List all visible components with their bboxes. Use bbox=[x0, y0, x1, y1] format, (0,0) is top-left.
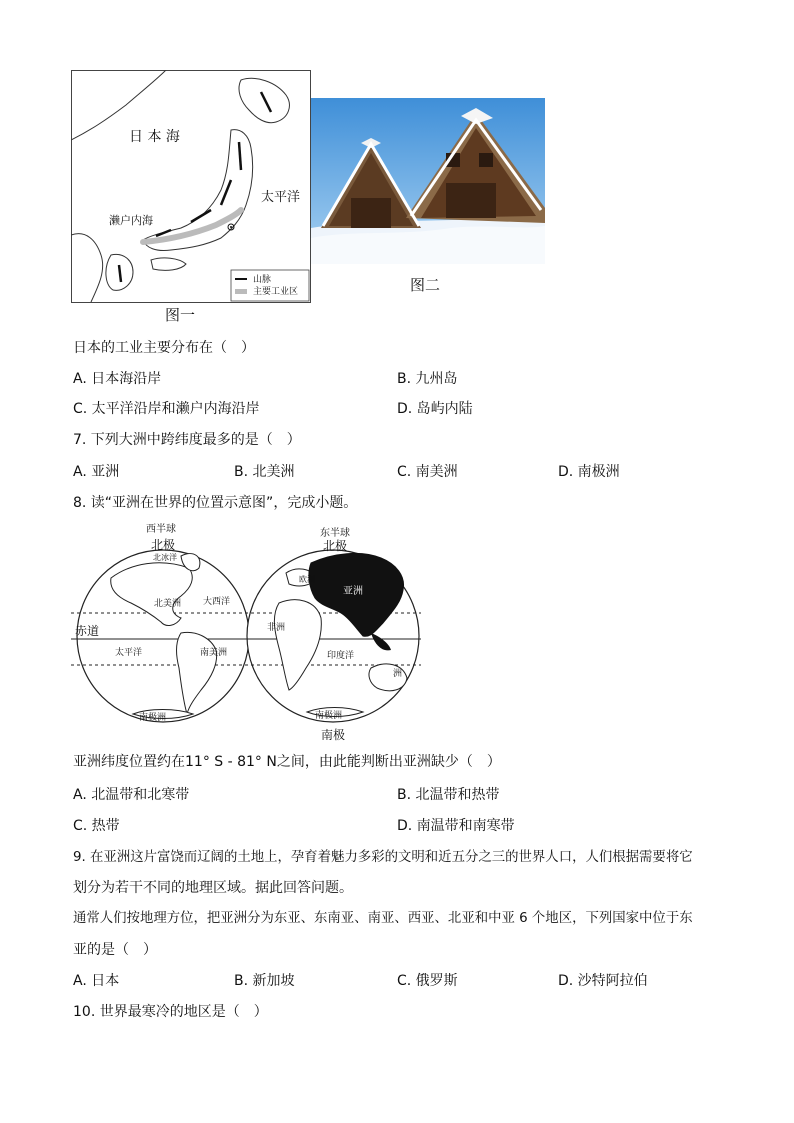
q9-option-b[interactable]: B. 新加坡 bbox=[234, 973, 295, 989]
west-hemisphere-label: 西半球 bbox=[146, 524, 176, 535]
q8-option-d[interactable]: D. 南温带和南寒带 bbox=[397, 818, 515, 834]
equator-label: 赤道 bbox=[75, 624, 100, 638]
q7-option-d[interactable]: D. 南极洲 bbox=[558, 464, 620, 480]
figure2-photo bbox=[311, 98, 545, 264]
q8-option-a[interactable]: A. 北温带和北寒带 bbox=[73, 787, 190, 803]
north-pole-east-label: 北极 bbox=[323, 539, 348, 553]
sea-of-japan-label: 日 本 海 bbox=[129, 129, 180, 145]
pacific-ocean-label: 太平洋 bbox=[261, 190, 301, 205]
north-america-label: 北美洲 bbox=[154, 599, 182, 609]
europe-label: 欧洲 bbox=[299, 575, 315, 584]
q6-option-a[interactable]: A. 日本海沿岸 bbox=[73, 371, 162, 387]
atlantic-ocean-label: 大西洋 bbox=[203, 597, 231, 607]
oceania-label: 洲 bbox=[393, 669, 403, 679]
figure2-caption: 图二 bbox=[410, 276, 441, 294]
q9-stem-line1: 9. 在亚洲这片富饶而辽阔的土地上，孕育着魅力多彩的文明和近五分之三的世界人口，人们根据需要将它 bbox=[73, 850, 693, 865]
q7-option-b[interactable]: B. 北美洲 bbox=[234, 464, 295, 480]
q7-option-c[interactable]: C. 南美洲 bbox=[397, 464, 458, 480]
q6-option-c[interactable]: C. 太平洋沿岸和濑户内海沿岸 bbox=[73, 401, 260, 417]
q6-option-b[interactable]: B. 九州岛 bbox=[397, 371, 458, 387]
q7-stem: 7. 下列大洲中跨纬度最多的是（ ） bbox=[73, 432, 301, 448]
world-hemispheres-map bbox=[71, 518, 431, 743]
east-hemisphere-label: 东半球 bbox=[320, 528, 350, 539]
q6-stem: 日本的工业主要分布在（ ） bbox=[73, 340, 255, 356]
legend-industry-label: 主要工业区 bbox=[253, 287, 299, 297]
asia-label: 亚洲 bbox=[343, 586, 363, 597]
hemispheres-svg bbox=[71, 518, 431, 743]
pacific-ocean-map-label: 太平洋 bbox=[115, 648, 143, 658]
south-pole-label: 南极 bbox=[321, 728, 346, 742]
arctic-ocean-label: 北冰洋 bbox=[153, 553, 177, 562]
q9-option-d[interactable]: D. 沙特阿拉伯 bbox=[558, 973, 648, 989]
q8-option-c[interactable]: C. 热带 bbox=[73, 818, 120, 834]
q9-option-c[interactable]: C. 俄罗斯 bbox=[397, 973, 458, 989]
south-america-label: 南美洲 bbox=[200, 648, 228, 658]
south-pole-west-label: 南极洲 bbox=[139, 713, 167, 723]
q6-option-d[interactable]: D. 岛屿内陆 bbox=[397, 401, 473, 417]
q9-sub-line2: 亚的是（ ） bbox=[73, 942, 157, 958]
q9-option-a[interactable]: A. 日本 bbox=[73, 973, 120, 989]
south-pole-east-label: 南极洲 bbox=[315, 711, 343, 721]
thatched-houses-illustration bbox=[311, 98, 545, 264]
q7-option-a[interactable]: A. 亚洲 bbox=[73, 464, 120, 480]
q8-sub-stem: 亚洲纬度位置约在11° S - 81° N之间，由此能判断出亚洲缺少（ ） bbox=[73, 754, 501, 770]
indian-ocean-label: 印度洋 bbox=[327, 651, 355, 661]
seto-sea-label: 濑户内海 bbox=[109, 214, 153, 227]
q8-option-b[interactable]: B. 北温带和热带 bbox=[397, 787, 500, 803]
north-pole-west-label: 北极 bbox=[151, 538, 176, 552]
africa-label: 非洲 bbox=[267, 623, 286, 633]
q8-stem: 8. 读“亚洲在世界的位置示意图”，完成小题。 bbox=[73, 495, 358, 511]
q9-sub-line1: 通常人们按地理方位，把亚洲分为东亚、东南亚、南亚、西亚、北亚和中亚 6 个地区，下列国家中位于东 bbox=[73, 911, 693, 926]
figure1-caption: 图一 bbox=[165, 306, 196, 324]
q10-stem: 10. 世界最寒冷的地区是（ ） bbox=[73, 1004, 268, 1020]
figure1-japan-map bbox=[71, 70, 311, 303]
legend-mountain-label: 山脉 bbox=[253, 275, 272, 285]
q9-stem-line2: 划分为若干不同的地理区域。据此回答问题。 bbox=[73, 880, 353, 896]
